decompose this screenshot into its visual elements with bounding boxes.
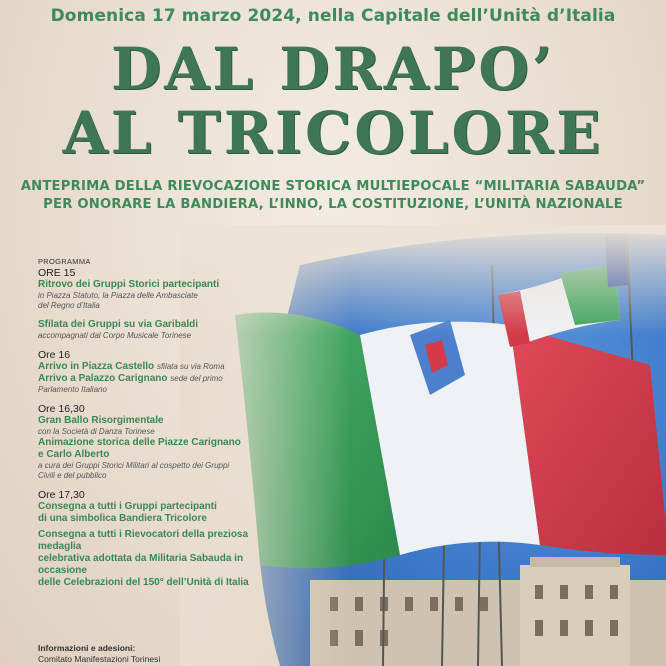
contact-info (38, 643, 278, 665)
event-title-row (38, 361, 288, 373)
event-note: a cura dei Gruppi Storici Militari al cospetto dei Gruppi (38, 461, 230, 470)
event-date-line: Domenica 17 marzo 2024, nella Capitale dell’Unità d’Italia (50, 6, 616, 26)
event-title: celebrativa adottata da Militaria Sabauda in occasione (38, 553, 244, 576)
event-title: Arrivo in Piazza Castello (38, 361, 155, 372)
event-inline-note: sede del primo (170, 374, 223, 383)
event-note: Civili e del pubblico (38, 471, 107, 480)
event-title: Consegna a tutti i Gruppi partecipanti (38, 501, 217, 512)
contact-organization: Comitato Manifestazioni Torinesi (38, 654, 161, 664)
event-title: Sfilata dei Gruppi su via Garibaldi (38, 319, 199, 330)
event-title: e Carlo Alberto (38, 449, 110, 460)
time-ore-17-30: Ore 17,30 (38, 489, 85, 501)
event-title: Animazione storica delle Piazze Carignano (38, 437, 241, 448)
event-title: Arrivo a Palazzo Carignano (38, 373, 168, 384)
event-title: Ritrovo dei Gruppi Storici partecipanti (38, 279, 220, 290)
program (38, 257, 288, 589)
event-title: Gran Ballo Risorgimentale (38, 415, 164, 426)
event-note: in Piazza Statuto, la Piazza delle Ambasciate (38, 291, 198, 300)
event-title: delle Celebrazioni del 150° dell’Unità di Italia (38, 577, 249, 588)
event-note: del Regno d’Italia (38, 301, 100, 310)
time-ore-16-30: Ore 16,30 (38, 403, 85, 415)
time-ore-16: Ore 16 (38, 349, 71, 361)
subtitle-line-1: ANTEPRIMA DELLA RIEVOCAZIONE STORICA MULTIEPOCALE “MILITARIA SABAUDA” (20, 179, 646, 194)
event-title-row (38, 373, 288, 385)
contact-label: Informazioni e adesioni: (38, 643, 136, 653)
title-line-1: DAL DRAPO’ (110, 35, 556, 103)
title-line-2: AL TRICOLORE (62, 99, 604, 167)
event-title: Consegna a tutti i Rievocatori della preziosa medaglia (38, 529, 249, 552)
program-label: PROGRAMMA (38, 257, 91, 266)
time-ore-15: ORE 15 (38, 267, 76, 279)
subtitle-line-2: PER ONORARE LA BANDIERA, L’INNO, LA COSTITUZIONE, L’UNITÀ NAZIONALE (43, 197, 623, 212)
event-title: di una simbolica Bandiera Tricolore (38, 513, 207, 524)
event-note: Parlamento Italiano (38, 385, 107, 394)
event-note: accompagnati dal Corpo Musicale Torinese (38, 331, 192, 340)
event-inline-note: sfilata su via Roma (156, 362, 225, 371)
event-note: con la Società di Danza Torinese (38, 427, 155, 436)
